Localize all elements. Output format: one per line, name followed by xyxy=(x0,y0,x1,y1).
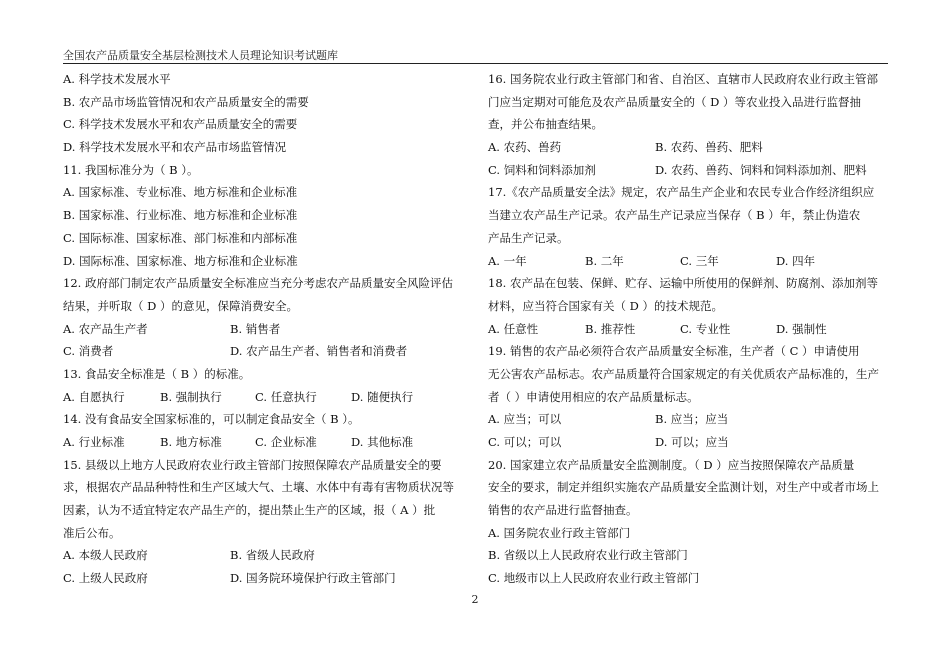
answer-option: C. 三年 xyxy=(680,253,719,268)
text-line xyxy=(63,454,468,477)
text-segment: 准后公布。 xyxy=(63,525,121,540)
answer-option: D. 农药、兽药、饲料和饲料添加剂、肥料 xyxy=(655,162,867,177)
answer-option: C. 饲料和饲料添加剂 xyxy=(488,162,596,177)
left-column xyxy=(63,68,468,590)
text-line xyxy=(63,159,468,182)
text-segment: 当建立农产品生产记录。农产品生产记录应当保存（ B ）年，禁止伪造农 xyxy=(488,208,861,223)
text-line xyxy=(63,567,468,590)
text-segment: 结果，并听取（ D ）的意见，保障消费安全。 xyxy=(63,298,299,313)
text-line xyxy=(63,522,468,545)
text-segment: 12. 政府部门制定农产品质量安全标准应当充分考虑农产品质量安全风险评估 xyxy=(63,276,453,291)
answer-option: B. 省级人民政府 xyxy=(230,548,315,563)
answer-option: D. 可以；应当 xyxy=(655,435,729,449)
text-line xyxy=(63,91,468,114)
text-segment: 安全的要求，制定并组织实施农产品质量安全监测计划，对生产中或者市场上 xyxy=(488,480,879,495)
answer-option: A. 农药、兽药 xyxy=(488,140,562,155)
text-line xyxy=(63,68,468,91)
text-segment: 13. 食品安全标准是（ B ）的标准。 xyxy=(63,366,251,381)
text-segment: 门应当定期对可能危及农产品质量安全的（ D ）等农业投入品进行监督抽 xyxy=(488,94,862,109)
text-line xyxy=(63,250,468,273)
text-segment: C. 国际标准、国家标准、部门标准和内部标准 xyxy=(63,230,298,245)
text-line xyxy=(63,295,468,318)
text-segment: C. 地级市以上人民政府农业行政主管部门 xyxy=(488,571,700,586)
answer-option: A. 自愿执行 xyxy=(63,389,125,404)
answer-option: A. 应当；可以 xyxy=(488,412,562,427)
answer-option: D. 强制性 xyxy=(776,321,827,336)
answer-option: D. 四年 xyxy=(776,253,816,268)
text-segment: B. 国家标准、行业标准、地方标准和企业标准 xyxy=(63,208,298,223)
text-line xyxy=(488,318,890,341)
text-line xyxy=(488,250,890,273)
text-line xyxy=(488,204,890,227)
text-line xyxy=(488,295,890,318)
text-line xyxy=(63,386,468,409)
answer-option: C. 可以；可以 xyxy=(488,435,562,449)
answer-option: D. 其他标准 xyxy=(351,435,414,449)
text-line xyxy=(488,522,890,545)
text-line xyxy=(488,454,890,477)
text-line xyxy=(488,386,890,409)
text-segment: 销售的农产品进行监督抽查。 xyxy=(488,503,638,518)
text-line xyxy=(63,340,468,363)
text-line xyxy=(488,91,890,114)
answer-option: B. 推荐性 xyxy=(585,321,636,336)
text-line xyxy=(488,272,890,295)
text-segment: 产品生产记录。 xyxy=(488,230,569,245)
answer-option: D. 农产品生产者、销售者和消费者 xyxy=(230,344,408,359)
answer-option: B. 地方标准 xyxy=(160,435,222,449)
text-line xyxy=(63,431,468,454)
text-line xyxy=(63,499,468,522)
text-segment: D. 科学技术发展水平和农产品市场监管情况 xyxy=(63,140,287,155)
text-segment: 无公害农产品标志。农产品质量符合国家规定的有关优质农产品标准的，生产 xyxy=(488,366,879,381)
answer-option: A. 本级人民政府 xyxy=(63,548,148,563)
answer-option: B. 强制执行 xyxy=(160,389,222,404)
text-segment: 18. 农产品在包装、保鲜、贮存、运输中所使用的保鲜剂、防腐剂、添加剂等 xyxy=(488,276,878,291)
answer-option: B. 农药、兽药、肥料 xyxy=(655,140,763,155)
text-segment: 11. 我国标准分为（ B ）。 xyxy=(63,162,199,177)
text-segment: A. 国家标准、专业标准、地方标准和企业标准 xyxy=(63,185,298,200)
answer-option: A. 行业标准 xyxy=(63,435,125,449)
header-title: 全国农产品质量安全基层检测技术人员理论知识考试题库 xyxy=(63,49,338,62)
text-segment: 14. 没有食品安全国家标准的，可以制定食品安全（ B ）。 xyxy=(63,412,360,427)
answer-option: B. 销售者 xyxy=(230,321,281,336)
text-line xyxy=(63,363,468,386)
text-segment: 16. 国务院农业行政主管部门和省、自治区、直辖市人民政府农业行政主管部 xyxy=(488,72,878,86)
text-segment: 因素，认为不适宜特定农产品生产的，提出禁止生产的区域，报（ A ）批 xyxy=(63,503,436,518)
text-line xyxy=(488,113,890,136)
answer-option: D. 随便执行 xyxy=(351,389,414,404)
text-line xyxy=(63,408,468,431)
text-line xyxy=(488,499,890,522)
right-column xyxy=(488,68,890,590)
text-segment: B. 农产品市场监管情况和农产品质量安全的需要 xyxy=(63,94,309,109)
answer-option: C. 任意执行 xyxy=(255,389,317,404)
text-segment: D. 国际标准、国家标准、地方标准和企业标准 xyxy=(63,253,298,268)
text-segment: A. 科学技术发展水平 xyxy=(63,72,171,86)
answer-option: A. 一年 xyxy=(488,253,527,268)
answer-option: C. 专业性 xyxy=(680,321,731,336)
text-line xyxy=(63,113,468,136)
text-segment: 17.《农产品质量安全法》规定，农产品生产企业和农民专业合作经济组织应 xyxy=(488,185,875,200)
text-line xyxy=(63,136,468,159)
text-segment: 材料，应当符合国家有关（ D ）的技术规范。 xyxy=(488,298,724,313)
answer-option: C. 消费者 xyxy=(63,344,114,359)
text-segment: 19. 销售的农产品必须符合农产品质量安全标准，生产者（ C ）申请使用 xyxy=(488,344,860,359)
answer-option: B. 应当；应当 xyxy=(655,412,729,427)
text-line xyxy=(488,227,890,250)
answer-option: A. 农产品生产者 xyxy=(63,321,148,336)
text-line xyxy=(488,431,890,454)
text-line xyxy=(488,136,890,159)
text-line xyxy=(488,181,890,204)
text-line xyxy=(63,544,468,567)
text-segment: 15. 县级以上地方人民政府农业行政主管部门按照保障农产品质量安全的要 xyxy=(63,457,442,472)
text-line xyxy=(488,340,890,363)
text-segment: 查，并公布抽查结果。 xyxy=(488,117,603,132)
text-line xyxy=(488,476,890,499)
text-line xyxy=(63,272,468,295)
running-header xyxy=(63,49,888,64)
page-number: 2 xyxy=(471,593,479,606)
answer-option: D. 国务院环境保护行政主管部门 xyxy=(230,571,396,586)
text-line xyxy=(63,204,468,227)
text-segment: B. 省级以上人民政府农业行政主管部门 xyxy=(488,548,688,563)
text-line xyxy=(488,363,890,386)
answer-option: B. 二年 xyxy=(585,253,624,268)
text-line xyxy=(488,68,890,91)
text-line xyxy=(63,318,468,341)
text-line xyxy=(63,227,468,250)
answer-option: C. 企业标准 xyxy=(255,435,317,449)
text-line xyxy=(488,544,890,567)
answer-option: A. 任意性 xyxy=(488,321,539,336)
text-segment: A. 国务院农业行政主管部门 xyxy=(488,525,631,540)
answer-option: C. 上级人民政府 xyxy=(63,571,148,586)
text-line xyxy=(63,476,468,499)
text-line xyxy=(63,181,468,204)
text-segment: C. 科学技术发展水平和农产品质量安全的需要 xyxy=(63,117,298,132)
text-line xyxy=(488,159,890,182)
text-line xyxy=(488,408,890,431)
text-line xyxy=(488,567,890,590)
text-segment: 者（ ）申请使用相应的农产品质量标志。 xyxy=(488,389,699,404)
text-segment: 20. 国家建立农产品质量安全监测制度。（ D ）应当按照保障农产品质量 xyxy=(488,457,855,472)
text-segment: 求，根据农产品品种特性和生产区域大气、土壤、水体中有毒有害物质状况等 xyxy=(63,480,454,495)
